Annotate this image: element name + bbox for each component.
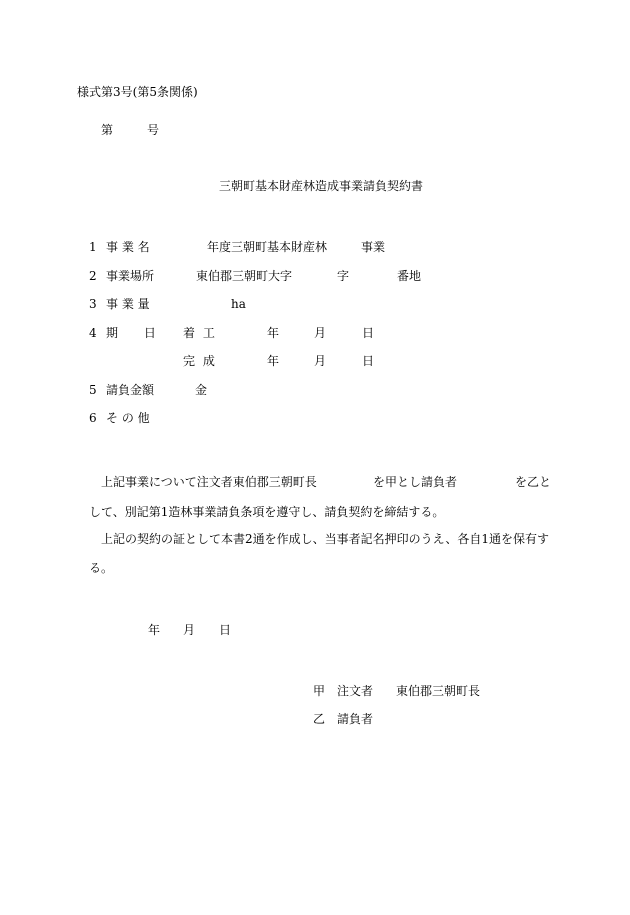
period-start-day: 日 (362, 326, 375, 340)
item-number: 4 (89, 326, 97, 340)
location-aza: 字 (337, 269, 350, 283)
body-p1-line1-c: を乙と (515, 475, 552, 489)
party-mark: 乙 (313, 712, 326, 726)
item-value-prefix: 年度三朝町基本財産林 (207, 240, 328, 254)
amount-prefix: 金 (195, 383, 208, 397)
number-prefix: 第 (101, 123, 114, 137)
period-start-label: 着 工 (183, 326, 215, 340)
period-end-month: 月 (314, 354, 327, 368)
period-start-month: 月 (314, 326, 327, 340)
item-label: 事 業 量 (106, 297, 150, 311)
period-end-year: 年 (267, 354, 280, 368)
body-p2-line2: る。 (89, 561, 114, 575)
body-p1-line1-b: を甲とし請負者 (373, 475, 458, 489)
item-value-suffix: 事業 (361, 240, 386, 254)
party-name: 東伯郡三朝町長 (396, 684, 481, 698)
item-label: 期 日 (106, 326, 156, 340)
period-start-year: 年 (267, 326, 280, 340)
body-p1-line2: して、別記第1造林事業請負条項を遵守し、請負契約を締結する。 (89, 505, 445, 519)
location-address: 東伯郡三朝町大字 (196, 269, 293, 283)
item-number: 6 (89, 411, 97, 425)
document-title: 三朝町基本財産林造成事業請負契約書 (219, 179, 424, 193)
location-banchi: 番地 (397, 269, 422, 283)
party-role: 請負者 (337, 712, 374, 726)
party-mark: 甲 (313, 684, 326, 698)
period-end-label: 完 成 (183, 354, 215, 368)
number-suffix: 号 (147, 123, 160, 137)
form-label: 様式第3号(第5条関係) (77, 85, 198, 99)
body-p1-line1-a: 上記事業について注文者東伯郡三朝町長 (101, 475, 317, 489)
item-label: 請負金額 (106, 383, 155, 397)
body-p2-line1: 上記の契約の証として本書2通を作成し、当事者記名押印のうえ、各自1通を保有す (101, 532, 549, 546)
date-day: 日 (219, 623, 232, 637)
item-label: 事業場所 (106, 269, 155, 283)
item-number: 1 (89, 240, 97, 254)
period-end-day: 日 (362, 354, 375, 368)
date-month: 月 (183, 623, 196, 637)
party-role: 注文者 (337, 684, 374, 698)
item-number: 5 (89, 383, 97, 397)
volume-unit: ha (231, 297, 246, 311)
item-label: 事 業 名 (106, 240, 150, 254)
item-number: 3 (89, 297, 97, 311)
item-label: そ の 他 (106, 411, 150, 425)
item-number: 2 (89, 269, 97, 283)
date-year: 年 (148, 623, 161, 637)
